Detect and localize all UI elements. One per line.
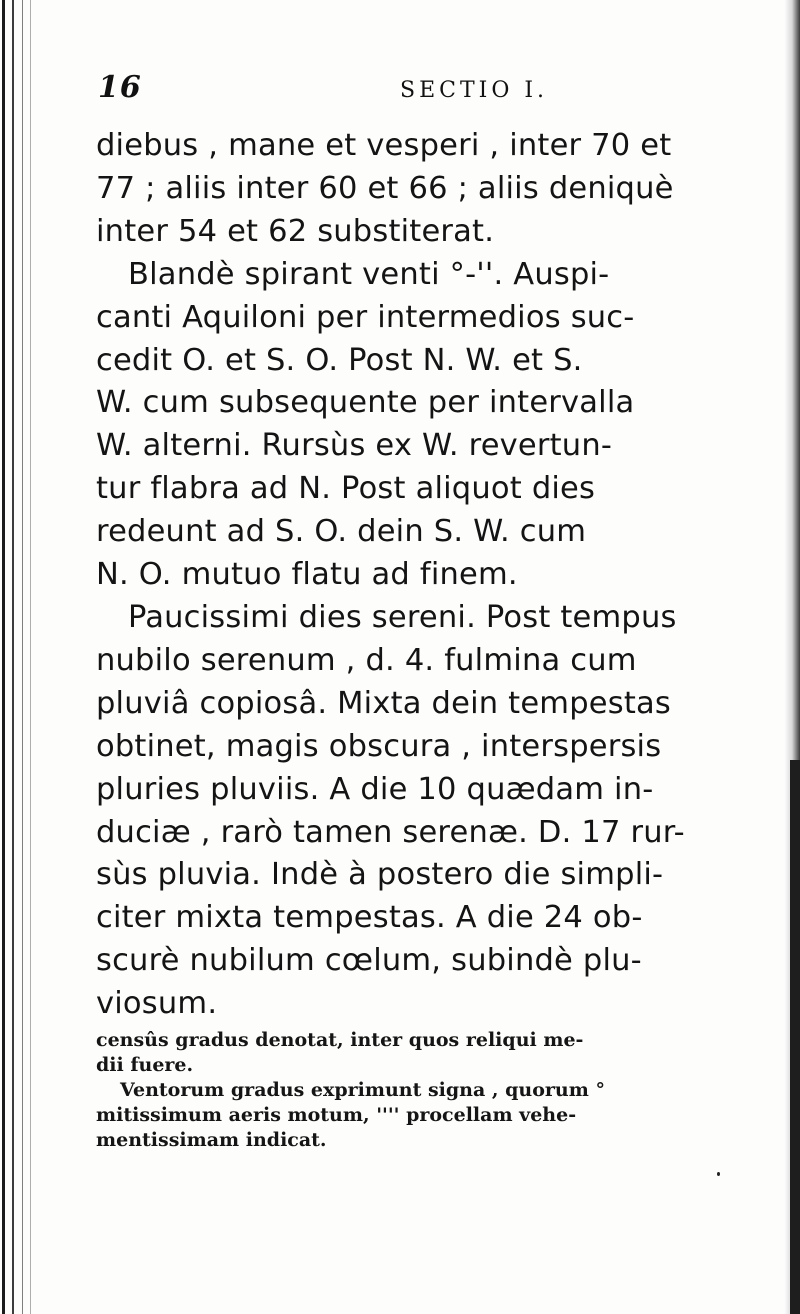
text-line: tur flabra ad N. Post aliquot dies xyxy=(96,471,596,507)
text-line: obtinet, magis obscura , interspersis xyxy=(96,728,662,764)
text-line: scurè nubilum cœlum, subindè plu- xyxy=(96,943,642,979)
text-line: diebus , mane et vesperi , inter 70 et xyxy=(96,128,672,163)
text-line: cedit O. et S. O. Post N. W. et S. xyxy=(96,342,583,378)
paragraph-start-line: Blandè spirant venti °-''. Auspi- xyxy=(128,256,610,292)
binding-gutter-line xyxy=(22,0,23,1314)
footnote-line: mitissimum aeris motum, '''' procellam vehe- xyxy=(96,1104,577,1126)
text-line: N. O. mutuo flatu ad finem. xyxy=(96,557,518,593)
text-line: redeunt ad S. O. dein S. W. cum xyxy=(96,514,587,550)
text-line: pluviâ copiosâ. Mixta dein tempestas xyxy=(96,685,671,721)
text-line: inter 54 et 62 substiterat. xyxy=(96,213,495,249)
text-line: W. alterni. Rursùs ex W. revertun- xyxy=(96,428,613,464)
page-header xyxy=(98,66,738,116)
text-line: pluries pluviis. A die 10 quædam in- xyxy=(96,771,654,807)
text-line: sùs pluvia. Indè à postero die simpli- xyxy=(96,857,664,893)
binding-gutter-line xyxy=(30,0,31,1314)
binding-gutter-line xyxy=(2,0,5,1314)
running-head: SECTIO I. xyxy=(400,78,549,103)
page-number: 16 xyxy=(98,70,142,105)
page-edge-shadow xyxy=(790,760,800,1314)
text-line: duciæ , rarò tamen serenæ. D. 17 rur- xyxy=(96,814,685,850)
footnote-line: dii fuere. xyxy=(96,1054,194,1076)
binding-gutter-line xyxy=(12,0,14,1314)
text-line: 77 ; aliis inter 60 et 66 ; aliis deniquè xyxy=(96,170,674,206)
footnote-line: mentissimam indicat. xyxy=(96,1129,327,1151)
text-line: citer mixta tempestas. A die 24 ob- xyxy=(96,900,643,936)
footnote-line: censûs gradus denotat, inter quos reliqui me- xyxy=(96,1029,584,1051)
paragraph-start-line: Paucissimi dies sereni. Post tempus xyxy=(128,599,677,635)
text-line: nubilo serenum , d. 4. fulmina cum xyxy=(96,642,637,678)
scan-speck xyxy=(717,1172,720,1176)
footnote-line: Ventorum gradus exprimunt signa , quorum ° xyxy=(120,1079,605,1101)
body-text xyxy=(96,125,780,1026)
text-line: canti Aquiloni per intermedios suc- xyxy=(96,299,635,335)
text-line: W. cum subsequente per intervalla xyxy=(96,385,635,421)
text-line: viosum. xyxy=(96,986,218,1022)
footnote xyxy=(96,1028,756,1153)
